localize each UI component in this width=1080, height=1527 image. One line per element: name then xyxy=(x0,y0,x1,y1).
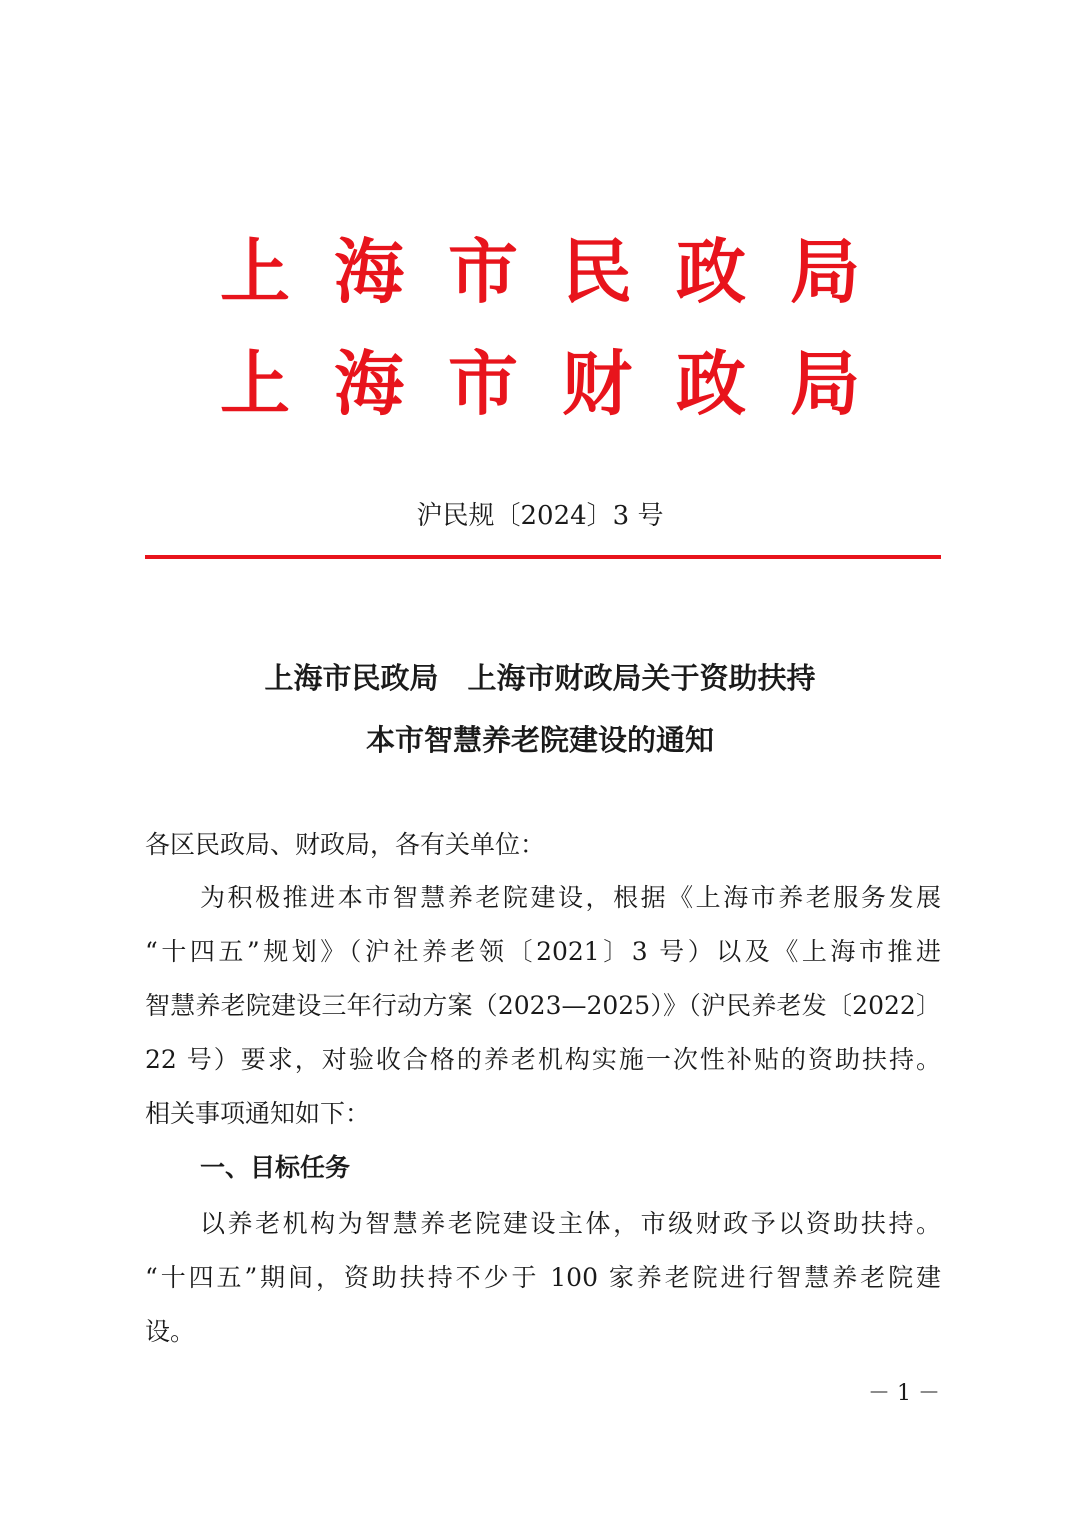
issuer-name-finance: 上海市财政局 xyxy=(220,342,904,425)
paragraph-2-line-1: 以养老机构为智慧养老院建设主体，市级财政予以资助扶持。 xyxy=(200,1209,941,1238)
document-title-line-1: 上海市民政局 上海市财政局关于资助扶持 xyxy=(264,661,816,695)
document-title-line-2: 本市智慧养老院建设的通知 xyxy=(365,723,714,757)
paragraph-1-line-2: “十四五”规划》（沪社养老领〔2021〕3 号）以及《上海市推进 xyxy=(145,937,941,966)
paragraph-2-line-3: 设。 xyxy=(145,1317,196,1346)
issuer-name-civil-affairs: 上海市民政局 xyxy=(220,230,904,313)
red-separator-line xyxy=(145,555,941,559)
salutation: 各区民政局、财政局，各有关单位： xyxy=(145,830,546,859)
paragraph-2-line-2: “十四五”期间，资助扶持不少于 100 家养老院进行智慧养老院建 xyxy=(145,1263,941,1292)
document-number: 沪民规〔2024〕3 号 xyxy=(416,501,664,531)
paragraph-1-line-3: 智慧养老院建设三年行动方案（2023—2025）》（沪民养老发〔2022〕 xyxy=(145,991,941,1020)
paragraph-1-line-5: 相关事项通知如下： xyxy=(145,1099,371,1128)
page-number: － 1 － xyxy=(868,1381,940,1406)
paragraph-1-line-1: 为积极推进本市智慧养老院建设，根据《上海市养老服务发展 xyxy=(200,883,941,912)
section-heading-objectives: 一、目标任务 xyxy=(200,1153,351,1182)
paragraph-1-line-4: 22 号）要求，对验收合格的养老机构实施一次性补贴的资助扶持。 xyxy=(145,1045,941,1074)
